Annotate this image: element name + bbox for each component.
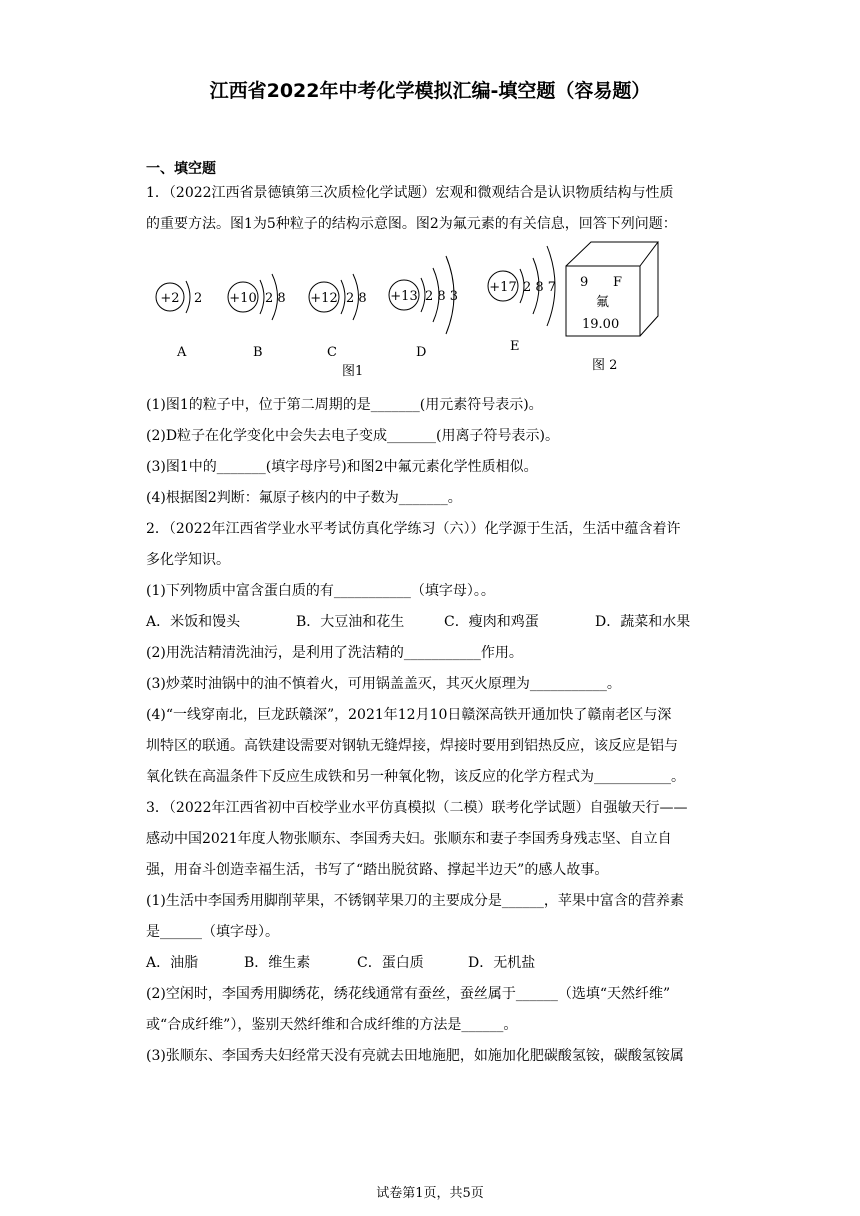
q2-option-b: B．大豆油和花生 [296, 614, 405, 630]
q3-sub: (2)空闲时，李国秀用脚绣花，绣花线通常有蚕丝，蚕丝属于______（选填“天然纤维” [146, 986, 671, 1002]
q2-line: 2．（2022年江西省学业水平考试仿真化学练习（六））化学源于生活，生活中蕴含着许 [146, 521, 681, 537]
figure-svg [146, 240, 716, 390]
q3-line: (1)生活中李国秀用脚削苹果，不锈钢苹果刀的主要成分是______，苹果中富含的营养素 [146, 893, 684, 909]
q3-line: 感动中国2021年度人物张顺东、李国秀夫妇。张顺东和妻子李国秀身残志坚、自立自 [146, 831, 672, 847]
element-name: 氟 [596, 295, 610, 310]
figure-2-caption: 图 2 [592, 358, 618, 373]
atom-b-nucleus: +10 [229, 291, 257, 306]
q2-line: (1)下列物质中富含蛋白质的有___________（填字母）。。 [146, 583, 495, 599]
atom-a-label: A [177, 345, 187, 360]
section-heading: 一、填空题 [146, 161, 216, 177]
page-title: 江西省2022年中考化学模拟汇编-填空题（容易题） [209, 80, 651, 102]
q2-option-d: D．蔬菜和水果 [595, 614, 691, 630]
question-content [146, 178, 716, 1072]
q3-line: 3．（2022年江西省初中百校学业水平仿真模拟（二模）联考化学试题）自强敏天行—— [146, 800, 688, 816]
atom-c-nucleus: +12 [310, 291, 338, 306]
q2-sub: (3)炒菜时油锅中的油不慎着火，可用锅盖盖灭，其灭火原理为___________。 [146, 676, 621, 692]
q1-sub: (1)图1的粒子中，位于第二周期的是_______(用元素符号表示)。 [146, 397, 543, 413]
atom-a-shells: 2 [194, 291, 203, 306]
atom-a-nucleus: +2 [160, 291, 180, 306]
element-atomic-number: 9 [580, 275, 589, 290]
atom-c-diagram [309, 274, 367, 360]
atom-e-shells: 2 8 7 [523, 280, 557, 295]
element-atomic-mass: 19.00 [582, 317, 620, 332]
fluorine-element-card [566, 242, 658, 336]
q2-option-c: C．瘦肉和鸡蛋 [444, 614, 539, 630]
atom-structure-figure [146, 240, 716, 390]
q3-line: 强，用奋斗创造幸福生活，书写了“踏出脱贫路、撑起半边天”的感人故事。 [146, 862, 609, 878]
atom-d-diagram [389, 256, 458, 360]
atom-c-shells: 2 8 [346, 291, 367, 306]
atom-e-nucleus: +17 [489, 280, 517, 295]
q3-option-d: D．无机盐 [468, 955, 536, 971]
q3-option-a: A．油脂 [146, 955, 199, 971]
q3-options [146, 948, 716, 979]
atom-b-label: B [253, 345, 263, 360]
q3-sub: 或“合成纤维”），鉴别天然纤维和合成纤维的方法是______。 [146, 1017, 518, 1033]
element-symbol: F [613, 275, 623, 290]
atom-d-nucleus: +13 [390, 289, 418, 304]
q1-line: 1．（2022江西省景德镇第三次质检化学试题）宏观和微观结合是认识物质结构与性质 [146, 185, 674, 201]
q2-sub: 氧化铁在高温条件下反应生成铁和另一种氧化物，该反应的化学方程式为___________。 [146, 769, 685, 785]
q3-sub: (3)张顺东、李国秀夫妇经常天没有亮就去田地施肥，如施加化肥碳酸氢铵，碳酸氢铵属 [146, 1048, 684, 1064]
atom-e-diagram [488, 246, 556, 354]
q2-sub: (4)“一线穿南北，巨龙跃赣深”，2021年12月10日赣深高铁开通加快了赣南老区与深 [146, 707, 672, 723]
q2-option-a: A．米饭和馒头 [146, 614, 241, 630]
page-footer: 试卷第1页，共5页 [376, 1186, 484, 1201]
figure-1-caption: 图1 [342, 364, 364, 379]
q2-options [146, 607, 716, 638]
atom-a-diagram [156, 281, 202, 360]
atom-d-shells: 2 8 3 [425, 289, 459, 304]
q2-line: 多化学知识。 [146, 552, 230, 568]
q2-sub: 圳特区的联通。高铁建设需要对钢轨无缝焊接，焊接时要用到铝热反应，该反应是铝与 [146, 738, 678, 754]
atom-b-diagram [228, 274, 286, 360]
q1-sub: (4)根据图2判断：氟原子核内的中子数为_______。 [146, 490, 462, 506]
q3-option-c: C．蛋白质 [357, 955, 424, 971]
q1-sub: (2)D粒子在化学变化中会失去电子变成_______(用离子符号表示)。 [146, 428, 559, 444]
q2-sub: (2)用洗洁精清洗油污，是利用了洗洁精的___________作用。 [146, 645, 523, 661]
atom-e-label: E [510, 339, 520, 354]
q1-sub: (3)图1中的_______(填字母序号)和图2中氟元素化学性质相似。 [146, 459, 538, 475]
atom-b-shells: 2 8 [265, 291, 286, 306]
q3-line: 是______（填字母）。 [146, 924, 279, 940]
atom-d-label: D [416, 345, 427, 360]
atom-c-label: C [327, 345, 337, 360]
q3-option-b: B．维生素 [244, 955, 311, 971]
q1-line: 的重要方法。图1为5种粒子的结构示意图。图2为氟元素的有关信息，回答下列问题： [146, 216, 677, 232]
